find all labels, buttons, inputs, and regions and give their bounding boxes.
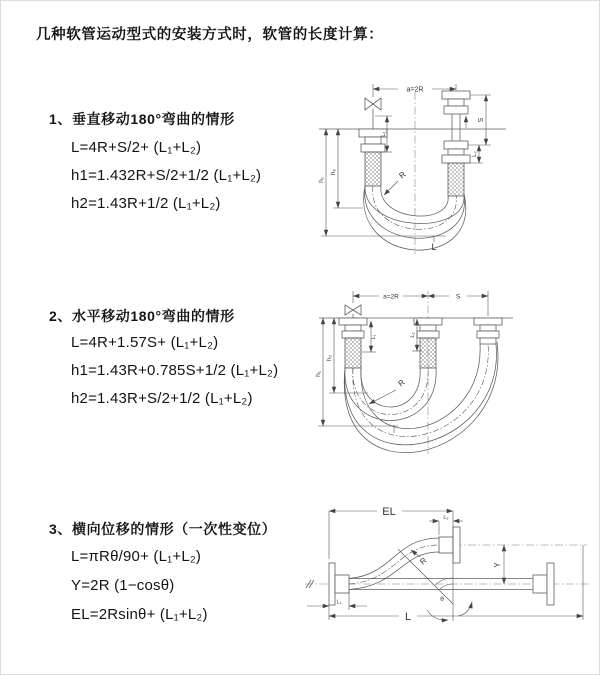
right-flange — [533, 563, 554, 605]
dim-label-l2: L₂ — [472, 151, 478, 157]
dimension-l1 — [307, 591, 367, 610]
section-3-formulas — [71, 542, 208, 629]
dim-label-l1: L₁ — [381, 131, 387, 137]
valve-icon — [345, 305, 361, 318]
dim-label-l2: L₂ — [410, 332, 416, 338]
dim-label-r: R — [396, 377, 407, 389]
diagram-vertical-180-bend — [313, 76, 538, 256]
page-title: 几种软管运动型式的安装方式时，软管的长度计算： — [36, 27, 384, 43]
dim-label-l1: L₁ — [371, 334, 377, 340]
dim-label-s: S — [455, 293, 461, 301]
dim-label-l: L — [404, 611, 412, 623]
valve-icon — [365, 98, 381, 129]
dim-label-l: L — [431, 242, 437, 252]
dim-label-h2: h₂ — [330, 168, 337, 176]
formula-line: Y=2R (1−cosθ) — [71, 577, 175, 594]
hose-u-bend-position-1 — [345, 368, 436, 421]
formula-line: L=4R+S/2+ (L₁+L₂) — [71, 139, 202, 156]
dim-label-theta: θ — [440, 596, 444, 603]
raised-flange — [439, 527, 460, 563]
dimension-a2r — [353, 291, 488, 316]
section-2-formulas — [71, 329, 278, 413]
middle-pipe-fitting — [414, 318, 442, 368]
dim-label-l1: L₁ — [336, 599, 342, 606]
formula-line: h2=1.43R+S/2+1/2 (L₁+L₂) — [71, 390, 253, 407]
length-label — [431, 236, 436, 252]
dim-label-h2: h₂ — [326, 354, 333, 362]
section-2-heading: 2、水平移动180°弯曲的情形 — [49, 308, 235, 324]
dim-label-h1: h₁ — [318, 177, 325, 183]
right-pipe-fitting — [474, 318, 502, 344]
dim-label-s: S — [478, 117, 485, 123]
section-3-heading: 3、横向位移的情形（一次性变位） — [49, 521, 277, 537]
diagram-lateral-displacement — [301, 499, 596, 651]
formula-line: L=4R+1.57S+ (L₁+L₂) — [71, 334, 219, 351]
formula-line: h2=1.43R+1/2 (L₁+L₂) — [71, 195, 221, 212]
braided-hose-section — [345, 338, 361, 368]
dim-label-r: R — [418, 555, 429, 567]
braided-hose-section — [420, 338, 436, 368]
dimension-s — [468, 95, 491, 145]
dim-label-l2: L₂ — [443, 515, 449, 521]
dimension-h2 — [330, 129, 363, 208]
right-pipe-fitting — [442, 91, 470, 196]
diagram-horizontal-180-bend — [313, 286, 538, 461]
braided-hose-section — [448, 163, 464, 196]
dim-label-r: R — [397, 169, 408, 181]
left-pipe-fitting — [339, 318, 367, 368]
dim-label-a2r: a=2R — [383, 293, 399, 301]
dim-label-y: Y — [493, 562, 502, 568]
radius-callout — [411, 550, 429, 566]
formula-line: EL=2Rsinθ+ (L₁+L₂) — [71, 606, 208, 623]
radius-callout — [384, 170, 408, 195]
formula-line: L=πRθ/90+ (L₁+L₂) — [71, 548, 202, 565]
formula-line: h1=1.432R+S/2+1/2 (L₁+L₂) — [71, 167, 262, 184]
braided-hose-section — [365, 152, 381, 186]
section-1-heading: 1、垂直移动180°弯曲的情形 — [49, 111, 235, 127]
radius-callout — [369, 378, 407, 404]
dimension-el — [329, 506, 453, 559]
dim-label-h1: h₁ — [315, 371, 322, 377]
dim-label-el: EL — [382, 506, 396, 518]
dimension-s — [428, 294, 488, 301]
section-1-formulas — [71, 134, 261, 218]
formula-line: h1=1.43R+0.785S+1/2 (L₁+L₂) — [71, 362, 279, 379]
dim-label-a2r: a=2R — [406, 86, 424, 94]
angle-theta — [398, 511, 472, 621]
